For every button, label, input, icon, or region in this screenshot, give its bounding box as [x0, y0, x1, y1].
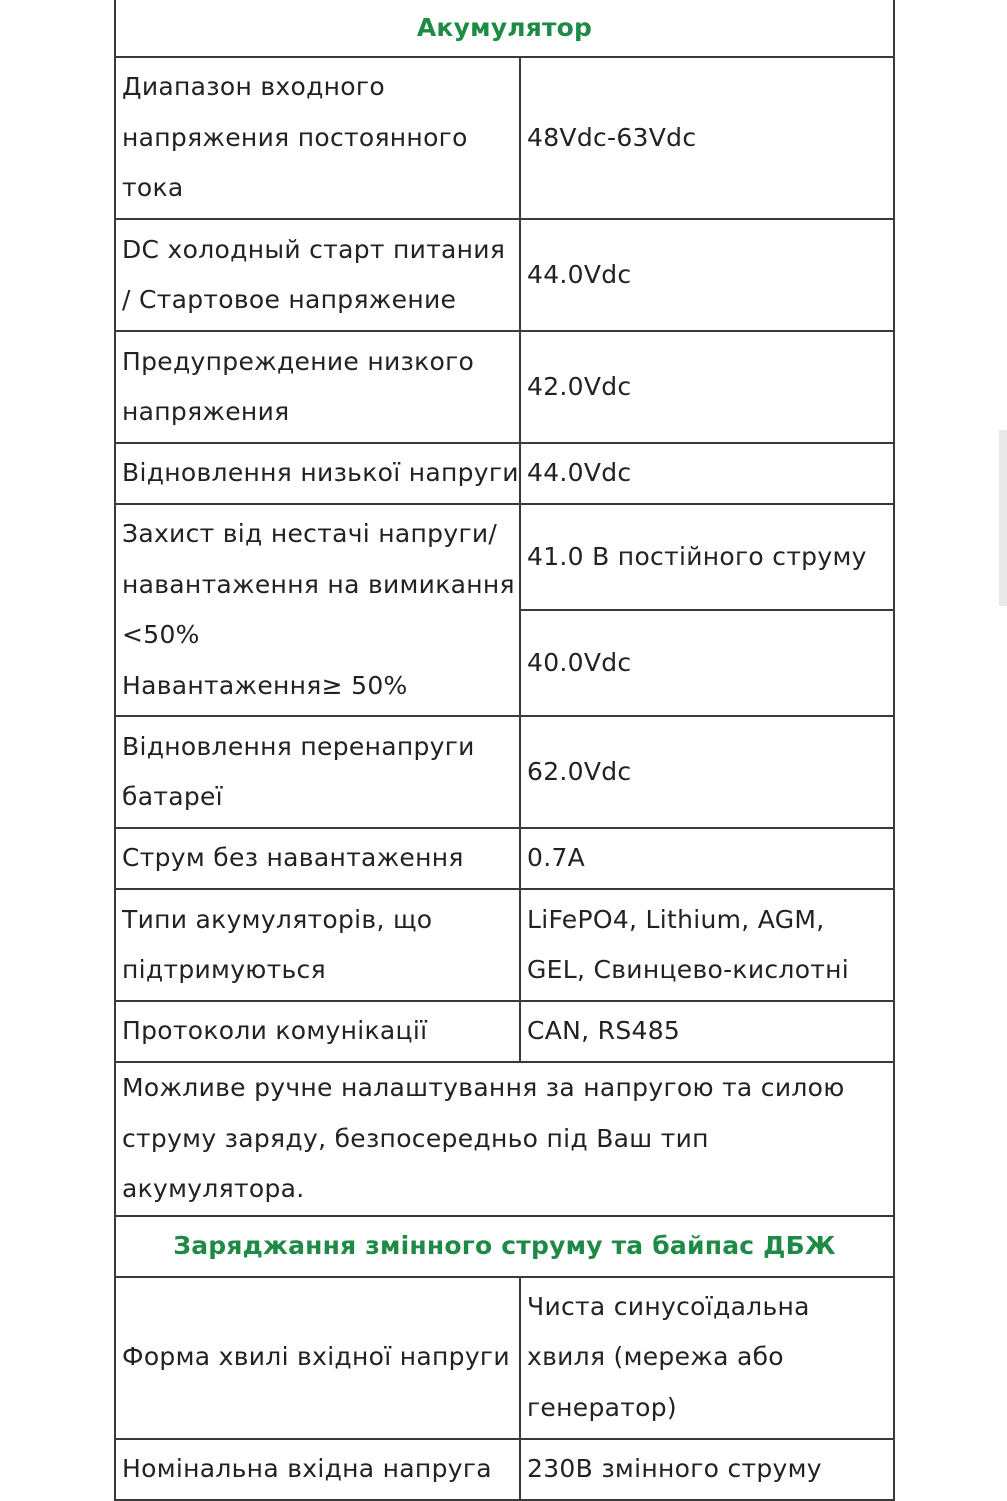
table-row	[115, 57, 894, 219]
section-title: Заряджання змінного струму та байпас ДБЖ	[115, 1216, 894, 1277]
row-value: 44.0Vdc	[520, 219, 894, 331]
table-row	[115, 1001, 894, 1062]
scrollbar[interactable]	[999, 430, 1007, 606]
note-row	[115, 1062, 894, 1216]
table-row	[115, 1439, 894, 1500]
table-row	[115, 504, 894, 610]
row-value: Чиста синусоїдальна хвиля (мережа або генератор)	[520, 1277, 894, 1439]
table-row	[115, 443, 894, 504]
section-header-battery	[115, 0, 894, 57]
row-label: Протоколи комунікації	[115, 1001, 520, 1062]
table-row	[115, 889, 894, 1001]
row-value: 41.0 В постійного струму	[520, 504, 894, 610]
row-label: DC холодный старт питания / Стартовое напряжение	[115, 219, 520, 331]
row-value: 40.0Vdc	[520, 610, 894, 716]
row-label: Відновлення перенапруги батареї	[115, 716, 520, 828]
row-value: 48Vdc-63Vdc	[520, 57, 894, 219]
section-title: Акумулятор	[115, 0, 894, 57]
row-label: Типи акумуляторів, що підтримуються	[115, 889, 520, 1001]
table-row	[115, 331, 894, 443]
row-label: Форма хвилі вхідної напруги	[115, 1277, 520, 1439]
row-value: 42.0Vdc	[520, 331, 894, 443]
row-value: CAN, RS485	[520, 1001, 894, 1062]
row-value: 230В змінного струму	[520, 1439, 894, 1500]
table-row	[115, 219, 894, 331]
section-header-ac-charging	[115, 1216, 894, 1277]
row-label: Диапазон входного напряжения постоянного тока	[115, 57, 520, 219]
row-value: 44.0Vdc	[520, 443, 894, 504]
table-row	[115, 828, 894, 889]
row-label: Предупреждение низкого напряжения	[115, 331, 520, 443]
row-label: Захист від нестачі напруги/ навантаження на вимикання <50% Навантаження≥ 50%	[115, 504, 520, 716]
table-row	[115, 716, 894, 828]
row-value: 0.7A	[520, 828, 894, 889]
battery-note: Можливе ручне налаштування за напругою та силою струму заряду, безпосередньо під Ваш тип акумулятора.	[115, 1062, 894, 1216]
row-label: Відновлення низької напруги	[115, 443, 520, 504]
specifications-table	[114, 0, 895, 1501]
row-value: LiFePO4, Lithium, AGM, GEL, Свинцево-кислотні	[520, 889, 894, 1001]
table-row	[115, 1277, 894, 1439]
row-value: 62.0Vdc	[520, 716, 894, 828]
row-label: Номінальна вхідна напруга	[115, 1439, 520, 1500]
row-label: Струм без навантаження	[115, 828, 520, 889]
